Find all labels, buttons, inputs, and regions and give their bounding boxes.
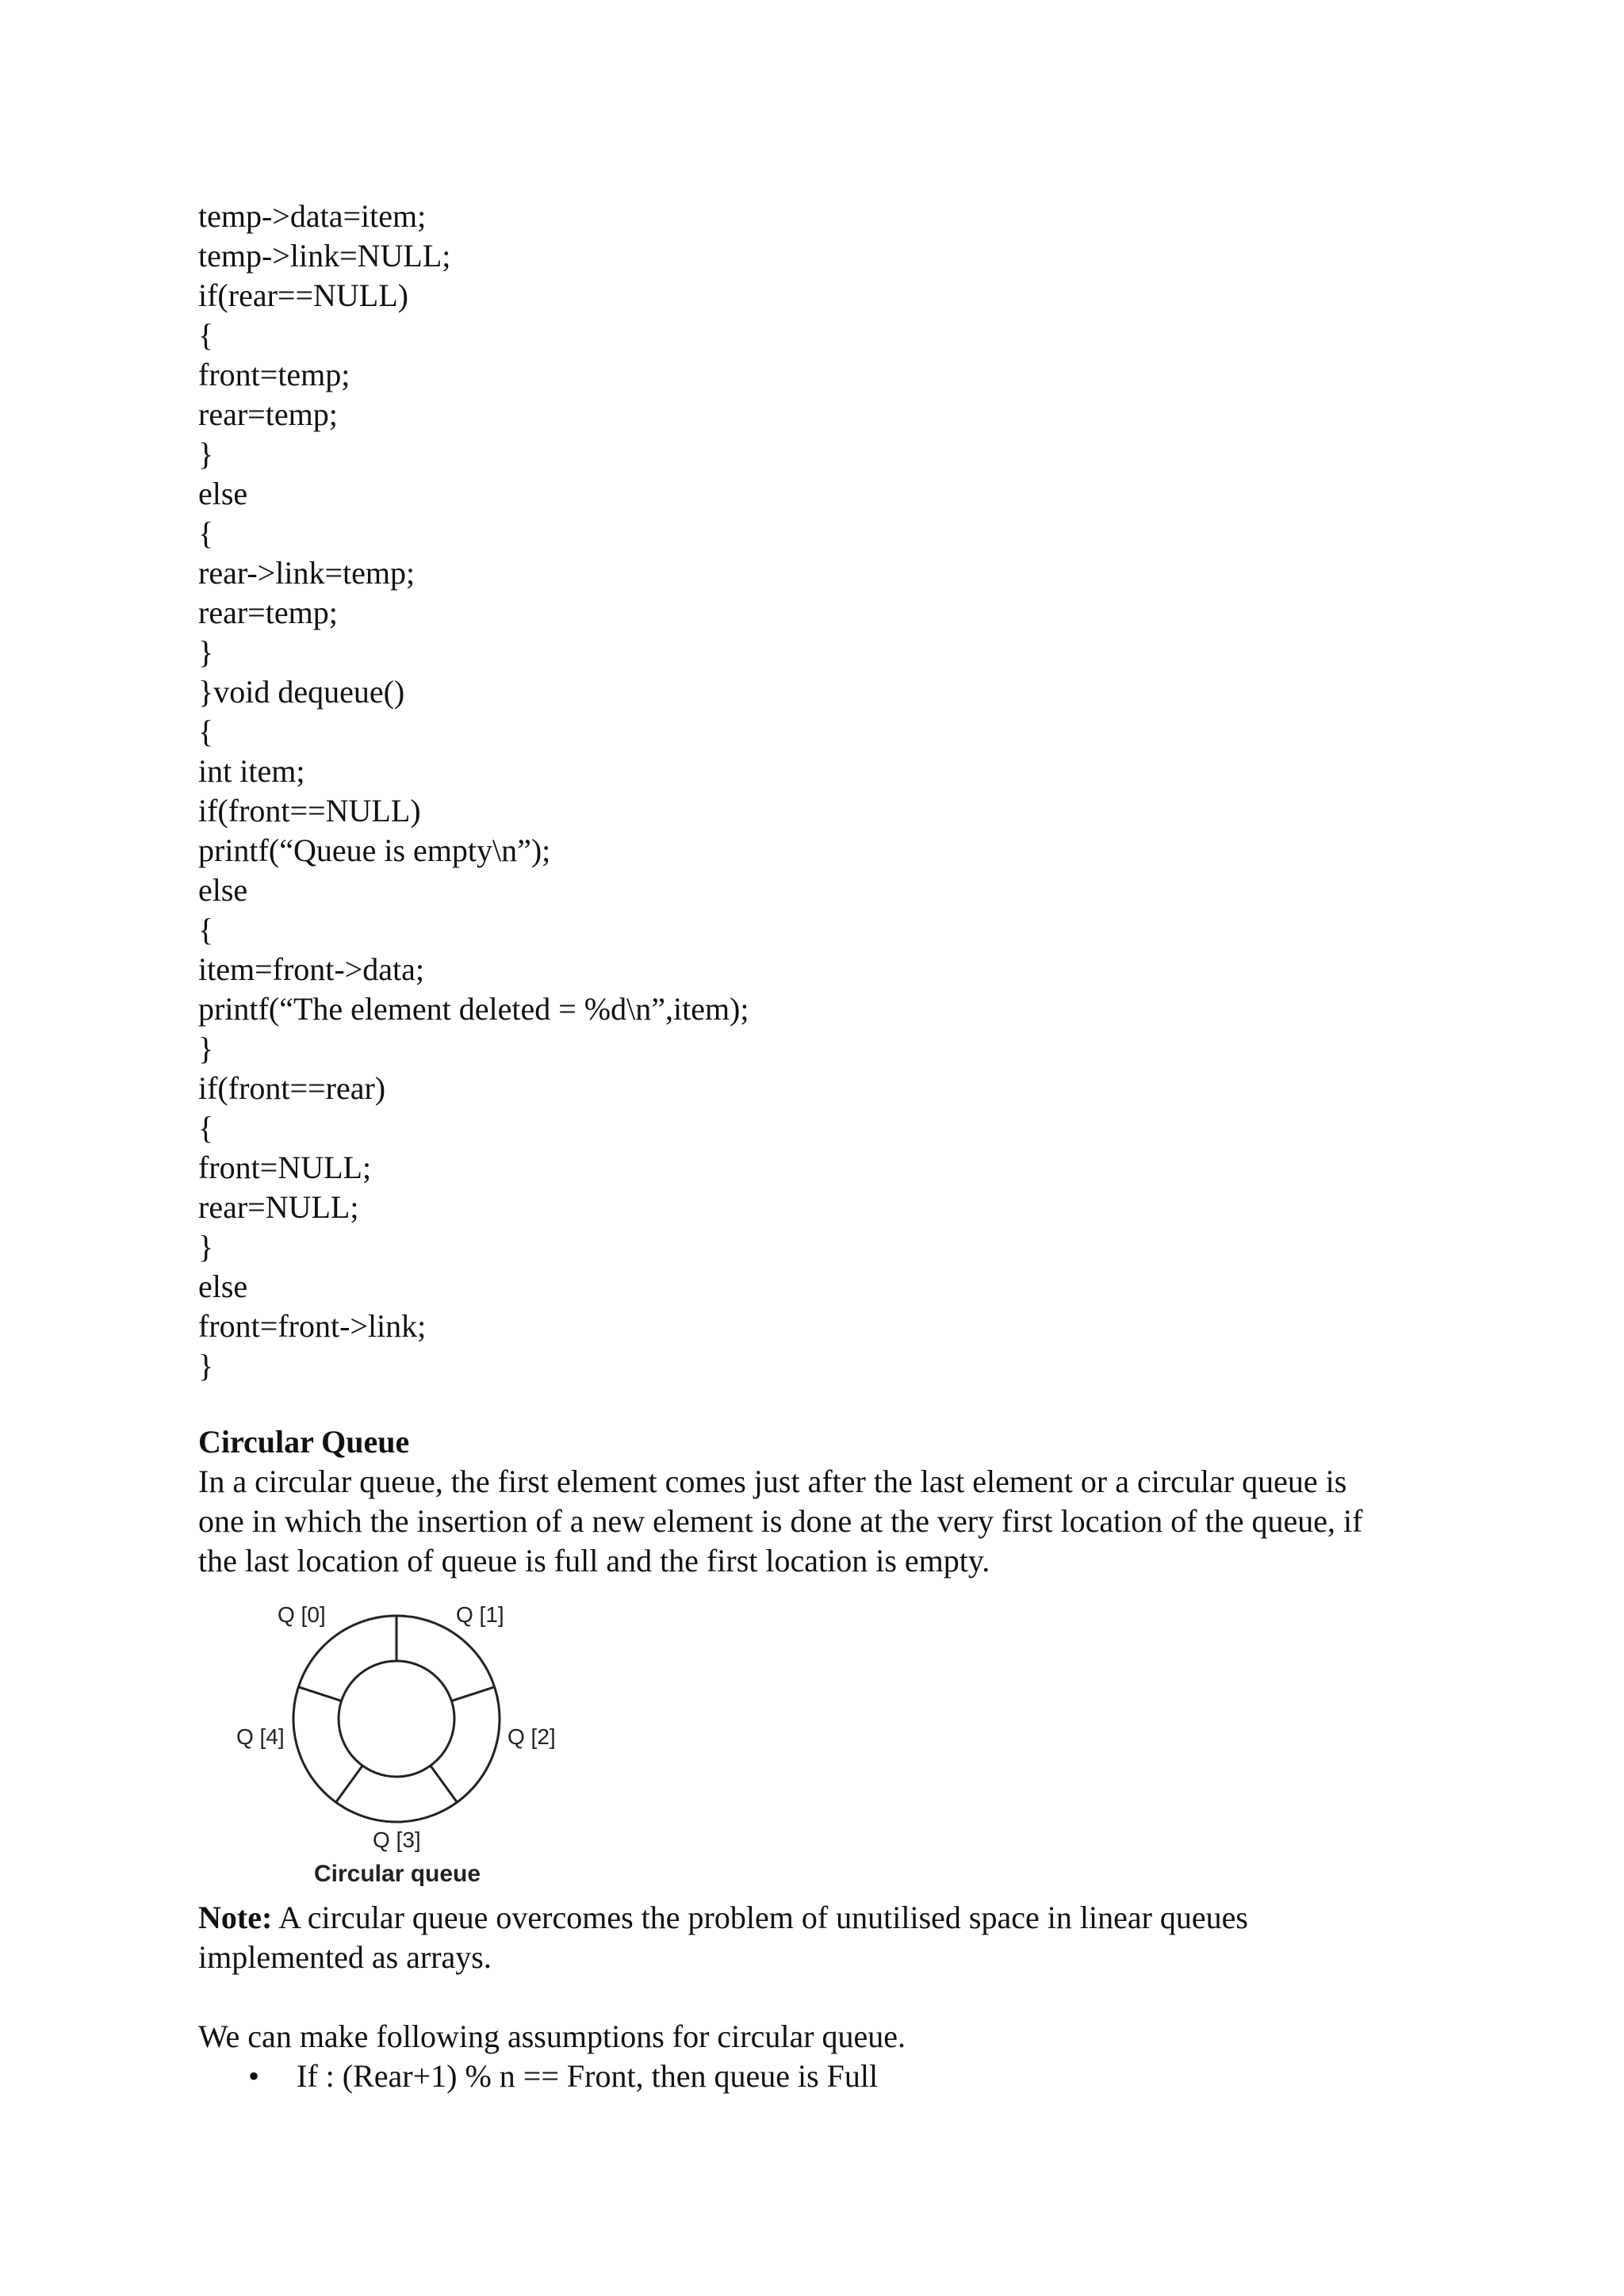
code-line: if(front==NULL) bbox=[198, 793, 421, 828]
label-q3: Q [3] bbox=[373, 1827, 421, 1852]
code-line: { bbox=[198, 714, 214, 749]
code-line: rear=temp; bbox=[198, 396, 338, 432]
diagram-caption: Circular queue bbox=[314, 1861, 481, 1887]
code-line: } bbox=[198, 1348, 214, 1383]
code-line: rear=NULL; bbox=[198, 1189, 359, 1225]
divider-line bbox=[431, 1766, 458, 1802]
code-line: }void dequeue() bbox=[198, 674, 405, 710]
code-line: } bbox=[198, 436, 214, 472]
paragraph-line: one in which the insertion of a new element is done at the very first location of the queue, if bbox=[198, 1503, 1363, 1539]
note-text: A circular queue overcomes the problem of unutilised space in linear queues bbox=[272, 1900, 1248, 1935]
assumptions-list bbox=[198, 2057, 878, 2096]
code-line: item=front->data; bbox=[198, 951, 425, 987]
label-q0: Q [0] bbox=[278, 1602, 326, 1627]
label-q2: Q [2] bbox=[508, 1724, 556, 1749]
divider-line bbox=[336, 1766, 363, 1802]
assumptions-intro: We can make following assumptions for circular queue. bbox=[198, 2019, 906, 2054]
code-line: if(rear==NULL) bbox=[198, 277, 408, 313]
code-line: rear->link=temp; bbox=[198, 555, 416, 591]
section-heading: Circular Queue bbox=[198, 1424, 410, 1460]
section-paragraph bbox=[198, 1462, 1435, 1581]
code-line: rear=temp; bbox=[198, 595, 338, 630]
circular-queue-diagram bbox=[214, 1586, 579, 1903]
code-line: { bbox=[198, 912, 214, 947]
label-q1: Q [1] bbox=[456, 1602, 504, 1627]
code-line: else bbox=[198, 476, 248, 511]
bullet-icon: • bbox=[248, 2058, 260, 2094]
code-line: front=front->link; bbox=[198, 1308, 427, 1344]
code-line: { bbox=[198, 515, 214, 551]
note-paragraph bbox=[198, 1898, 1435, 1977]
list-item-text: If : (Rear+1) % n == Front, then queue is Full bbox=[297, 2058, 879, 2094]
divider-line bbox=[298, 1687, 341, 1701]
paragraph-line: In a circular queue, the first element comes just after the last element or a circular queue is bbox=[198, 1464, 1347, 1499]
code-line: int item; bbox=[198, 753, 305, 789]
code-line: front=NULL; bbox=[198, 1150, 372, 1185]
divider-line bbox=[451, 1687, 494, 1701]
note-label: Note: bbox=[198, 1900, 273, 1935]
note-line bbox=[198, 1898, 1435, 1938]
segment-dividers bbox=[298, 1616, 494, 1802]
list-item bbox=[198, 2057, 878, 2096]
inner-ring bbox=[339, 1661, 454, 1777]
code-line: if(front==rear) bbox=[198, 1070, 386, 1106]
code-line: temp->link=NULL; bbox=[198, 238, 451, 274]
code-line: { bbox=[198, 1110, 214, 1146]
code-line: printf(“The element deleted = %d\n”,item); bbox=[198, 991, 749, 1027]
code-line: temp->data=item; bbox=[198, 198, 427, 234]
code-line: printf(“Queue is empty\n”); bbox=[198, 832, 551, 868]
code-line: } bbox=[198, 1229, 214, 1265]
paragraph-line: the last location of queue is full and the first location is empty. bbox=[198, 1543, 990, 1578]
code-block bbox=[198, 197, 749, 1386]
label-q4: Q [4] bbox=[236, 1724, 285, 1749]
code-line: else bbox=[198, 1269, 248, 1304]
code-line: { bbox=[198, 317, 214, 353]
note-line: implemented as arrays. bbox=[198, 1939, 492, 1975]
code-line: } bbox=[198, 1031, 214, 1066]
code-line: front=temp; bbox=[198, 357, 350, 392]
code-line: } bbox=[198, 634, 214, 670]
code-line: else bbox=[198, 872, 248, 908]
